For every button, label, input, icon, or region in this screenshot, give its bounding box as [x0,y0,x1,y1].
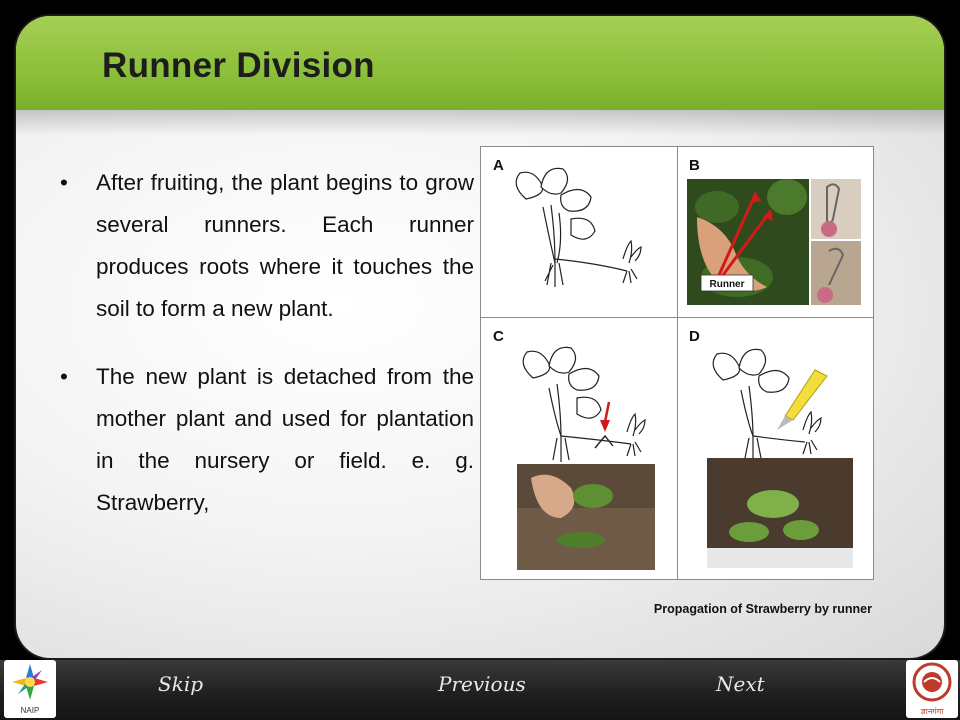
panel-d-label: D [689,328,700,345]
bullet-dot: • [60,364,68,389]
bullet-dot: • [60,170,68,195]
bullet-text: After fruiting, the plant begins to grow several runners. Each runner produces roots where it touches the soil to form a new plant. [96,170,474,321]
plant-drawing-a [481,147,677,317]
naip-logo [4,660,56,718]
plant-drawing-c [481,318,677,579]
panel-b-label: B [689,157,700,174]
plant-drawing-d [677,318,873,579]
runner-photo-b [677,147,873,317]
gyanganga-logo-text: ज्ञानगंगा [920,707,944,716]
panel-a [481,147,677,317]
runner-propagation-figure [480,146,874,580]
bullet-item [54,162,474,330]
panel-c-label: C [493,328,504,345]
panel-b [677,147,873,317]
gyanganga-logo [906,660,958,718]
previous-button[interactable]: Previous [438,672,526,696]
slide-title: Runner Division [102,46,375,85]
panel-c [481,318,677,579]
bullet-item [54,356,474,524]
next-button[interactable]: Next [716,672,765,696]
panel-d [677,318,873,579]
bullet-text: The new plant is detached from the mother plant and used for plantation in the nursery or field. e. g. Strawberry, [96,364,474,515]
figure-caption: Propagation of Strawberry by runner [653,602,872,616]
skip-button[interactable]: Skip [158,672,204,696]
bottom-nav-bar [0,660,960,720]
runner-callout: Runner [709,279,745,290]
bullet-list [54,162,474,550]
gyanganga-emblem-icon [906,660,958,706]
title-bar-shadow [16,110,944,136]
naip-logo-text: NAIP [20,706,40,715]
naip-emblem-icon [4,660,56,706]
panel-a-label: A [493,157,504,174]
